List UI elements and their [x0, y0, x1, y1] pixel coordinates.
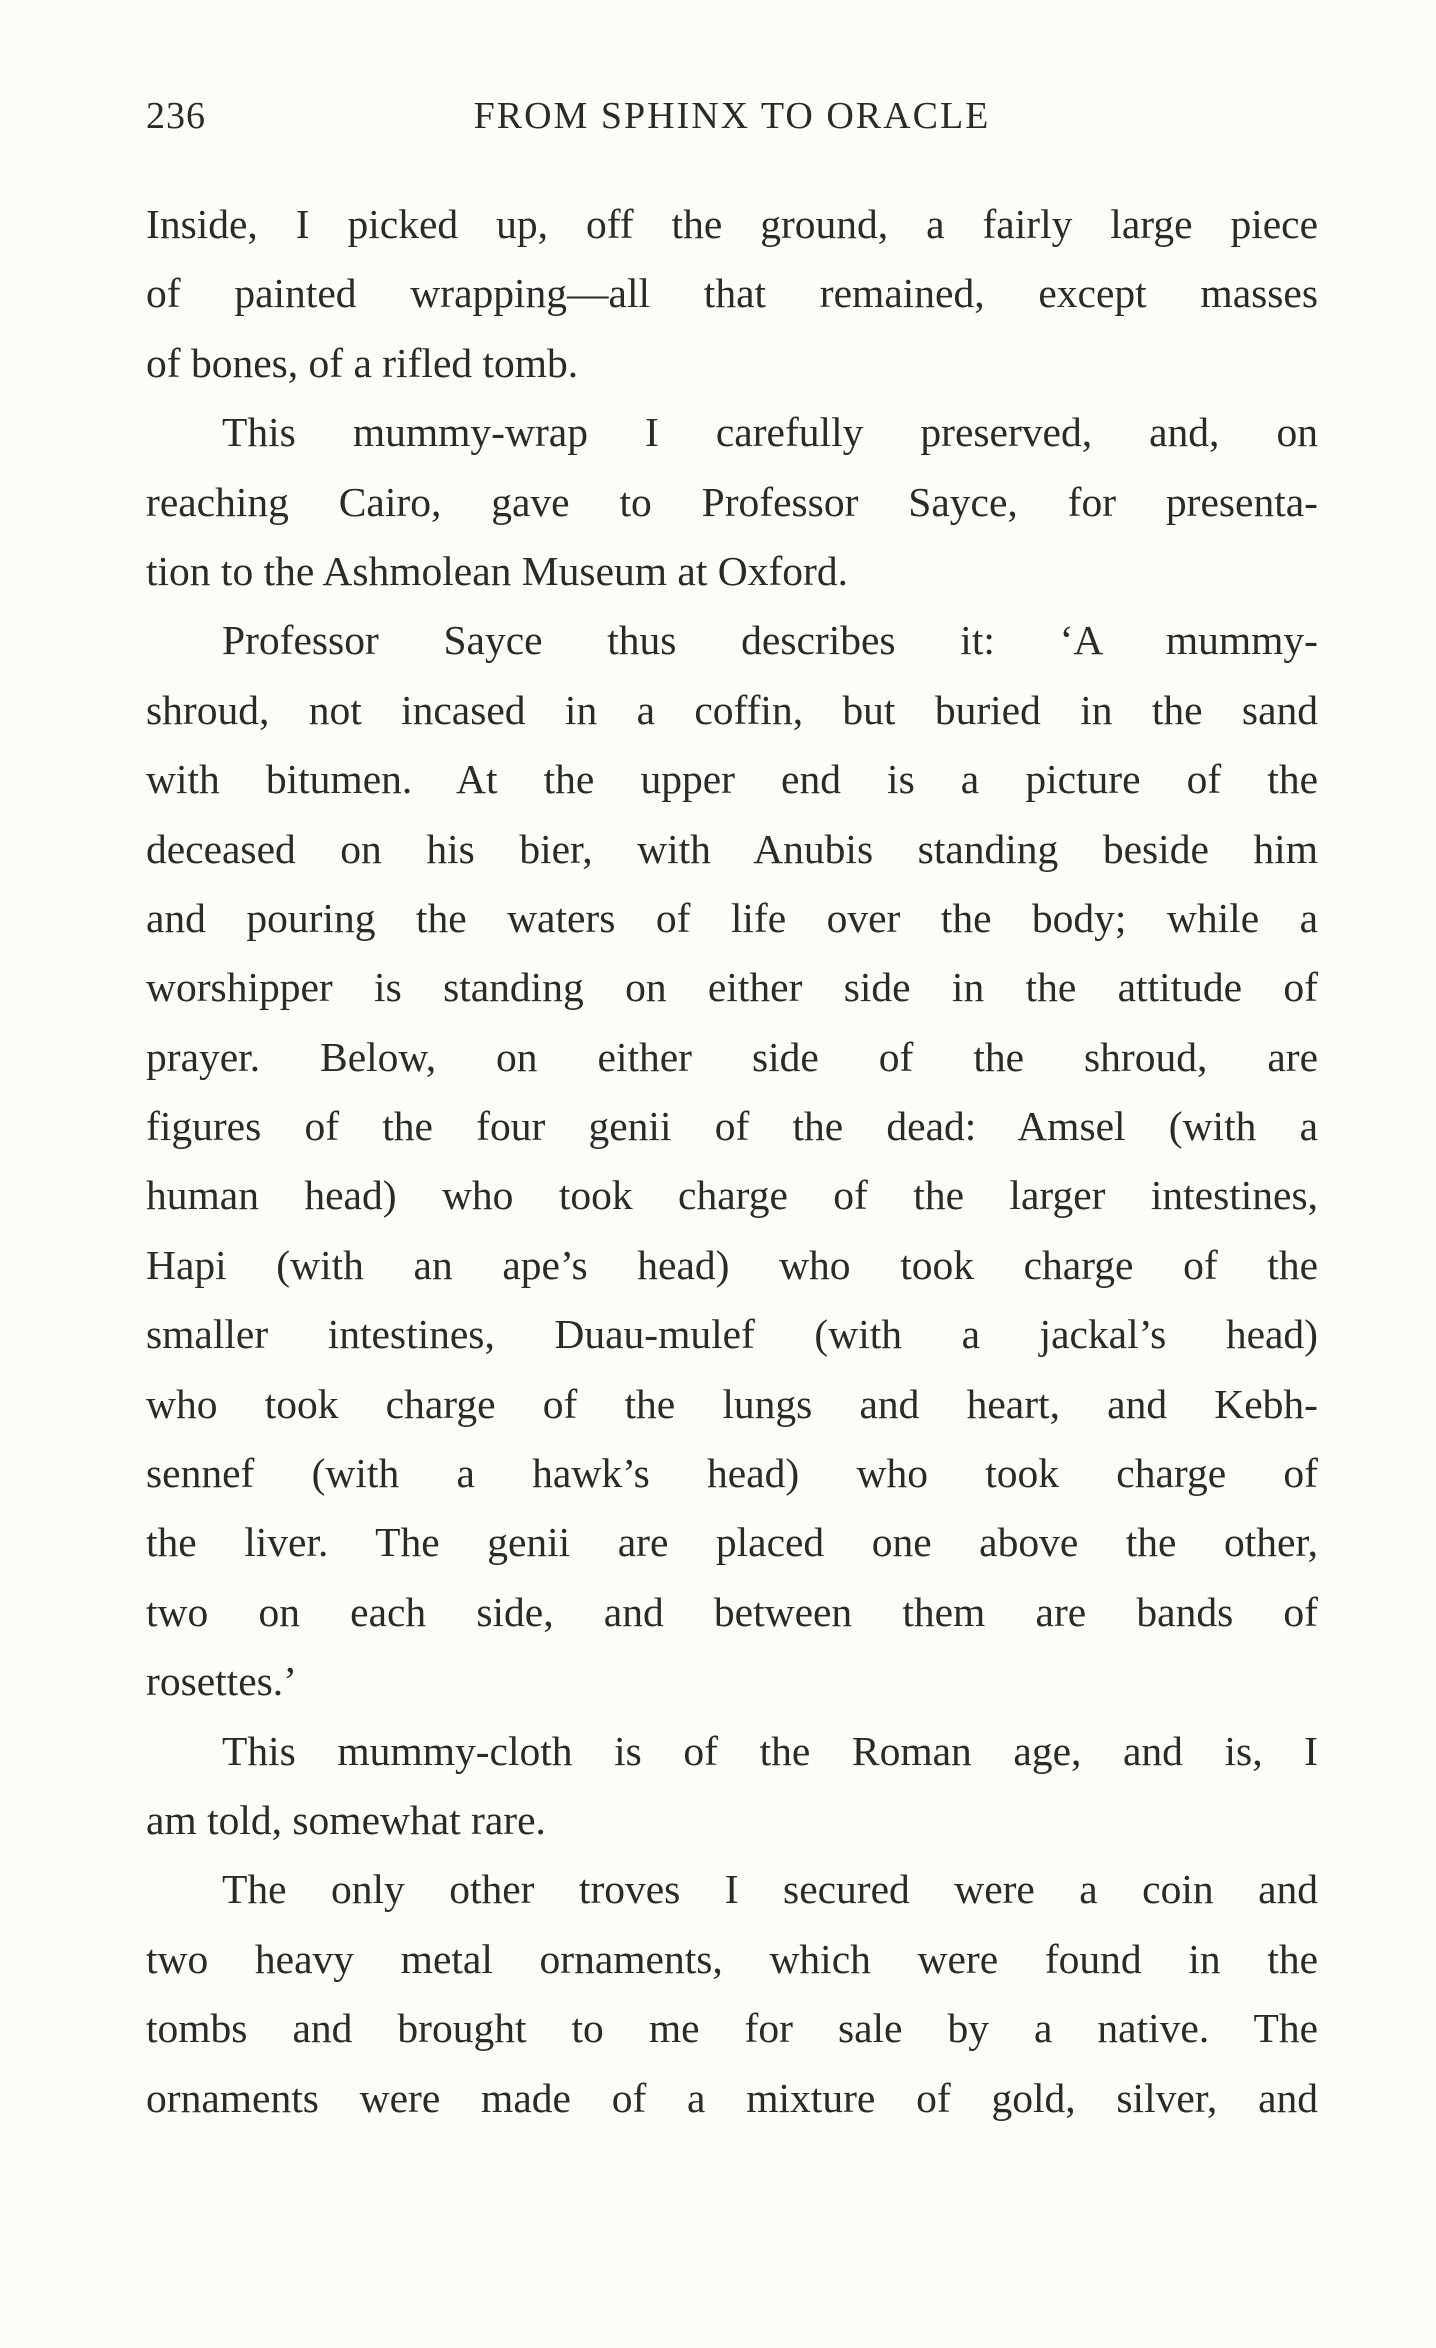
paragraph-2	[146, 398, 1318, 606]
text-line: the liver. The genii are placed one above the other,	[146, 1519, 1318, 1566]
text-line: of bones, of a rifled tomb.	[146, 339, 579, 386]
text-line: This mummy-wrap I carefully preserved, and, on	[222, 409, 1318, 456]
text-line: deceased on his bier, with Anubis standing beside him	[146, 825, 1318, 872]
running-title: FROM SPHINX TO ORACLE	[473, 95, 991, 137]
text-line: reaching Cairo, gave to Professor Sayce, for presenta-	[146, 478, 1318, 525]
page-number: 236	[146, 95, 206, 137]
body-text	[146, 190, 1318, 2133]
text-line: and pouring the waters of life over the body; while a	[146, 894, 1318, 941]
text-line: Hapi (with an ape’s head) who took charge of the	[146, 1241, 1318, 1288]
text-line: who took charge of the lungs and heart, and Kebh-	[146, 1380, 1318, 1427]
running-head	[146, 94, 1318, 154]
text-line: of painted wrapping—all that remained, except masses	[146, 270, 1318, 317]
text-line: am told, somewhat rare.	[146, 1796, 546, 1843]
text-line: two on each side, and between them are bands of	[146, 1588, 1318, 1635]
text-line: worshipper is standing on either side in the attitude of	[146, 964, 1318, 1011]
text-line: ornaments were made of a mixture of gold, silver, and	[146, 2074, 1318, 2121]
text-line: smaller intestines, Duau-mulef (with a jackal’s head)	[146, 1311, 1318, 1358]
paragraph-4	[146, 1717, 1318, 1856]
text-line: rosettes.’	[146, 1658, 297, 1705]
text-line: two heavy metal ornaments, which were found in the	[146, 1935, 1318, 1982]
text-line: Inside, I picked up, off the ground, a fairly large piece	[146, 201, 1318, 247]
text-line: prayer. Below, on either side of the shroud, are	[146, 1033, 1318, 1080]
text-line: shroud, not incased in a coffin, but buried in the sand	[146, 686, 1318, 733]
text-line: tombs and brought to me for sale by a native. The	[146, 2005, 1318, 2052]
text-line: figures of the four genii of the dead: Amsel (with a	[146, 1103, 1318, 1150]
paragraph-1	[146, 190, 1318, 398]
paragraph-5	[146, 1855, 1318, 2133]
text-line: with bitumen. At the upper end is a picture of the	[146, 756, 1318, 803]
text-line: tion to the Ashmolean Museum at Oxford.	[146, 547, 848, 594]
text-line: Professor Sayce thus describes it: ‘A mummy-	[222, 617, 1318, 664]
text-line: human head) who took charge of the larger intestines,	[146, 1172, 1318, 1219]
text-line: sennef (with a hawk’s head) who took charge of	[146, 1450, 1318, 1497]
text-line: This mummy-cloth is of the Roman age, and is, I	[222, 1727, 1318, 1774]
text-line: The only other troves I secured were a coin and	[222, 1866, 1318, 1913]
paragraph-3	[146, 606, 1318, 1716]
